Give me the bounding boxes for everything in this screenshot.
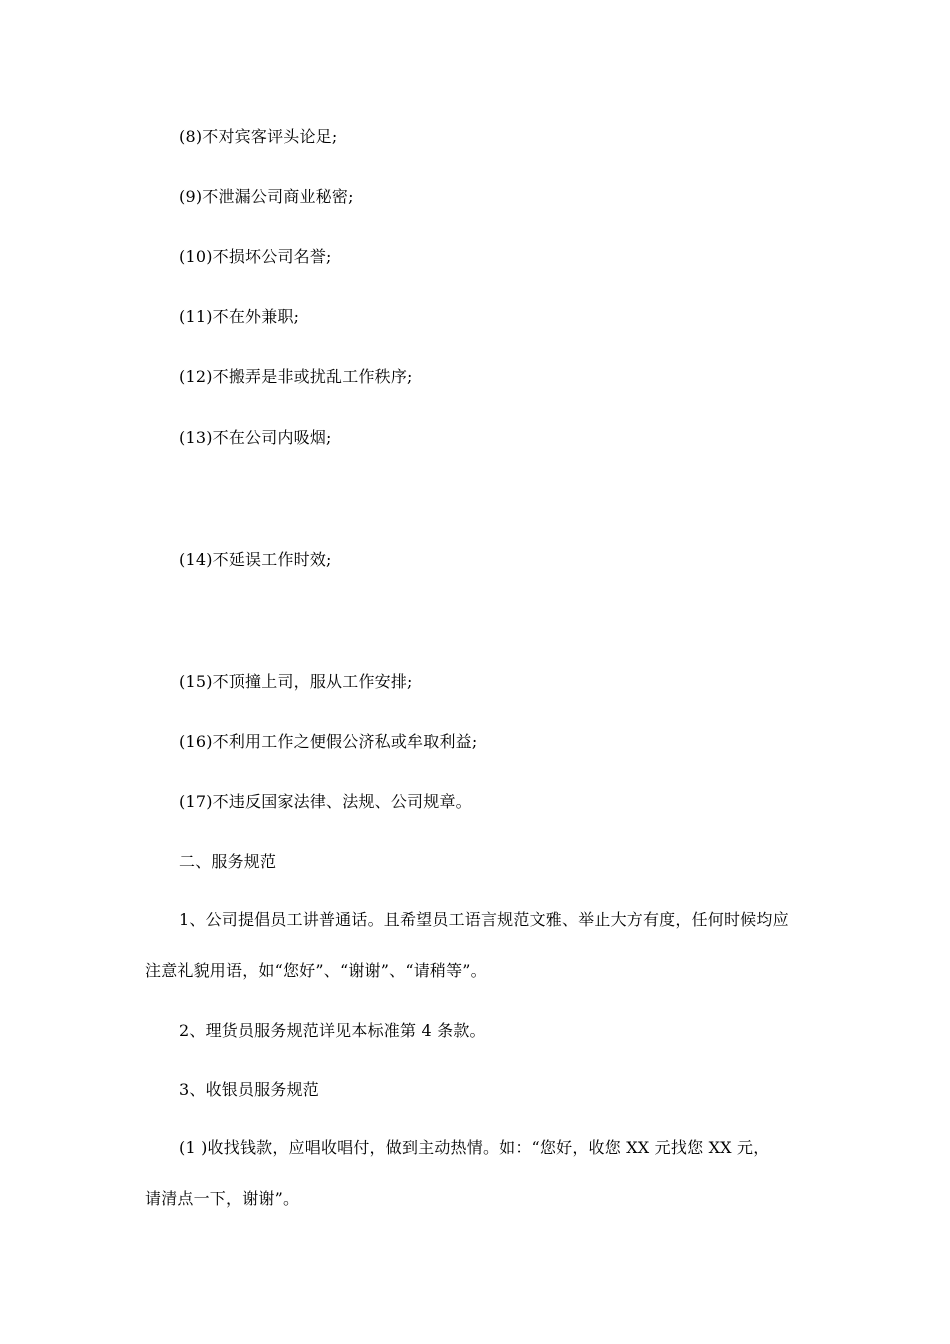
paragraph-2: 2、理货员服务规范详见本标准第 4 条款。 <box>179 1021 486 1040</box>
paragraph-1-line-2: 注意礼貌用语，如“您好”、“谢谢”、“请稍等”。 <box>145 961 487 980</box>
rule-item-17: (17)不违反国家法律、法规、公司规章。 <box>179 792 472 811</box>
rule-item-13: (13)不在公司内吸烟; <box>179 428 332 447</box>
rule-item-8: (8)不对宾客评头论足; <box>179 127 338 146</box>
section-heading-service: 二、服务规范 <box>179 852 277 871</box>
paragraph-1-line-1: 1、公司提倡员工讲普通话。且希望员工语言规范文雅、举止大方有度，任何时候均应 <box>179 910 789 929</box>
rule-item-11: (11)不在外兼职; <box>179 307 300 326</box>
rule-item-9: (9)不泄漏公司商业秘密; <box>179 187 354 206</box>
paragraph-3-heading: 3、收银员服务规范 <box>179 1080 319 1099</box>
rule-item-16: (16)不利用工作之便假公济私或牟取利益; <box>179 732 478 751</box>
cashier-item-1-line-1: (1 )收找钱款，应唱收唱付，做到主动热情。如：“您好，收您 XX 元找您 XX 元， <box>179 1138 770 1157</box>
rule-item-10: (10)不损坏公司名誉; <box>179 247 332 266</box>
rule-item-15: (15)不顶撞上司，服从工作安排; <box>179 672 413 691</box>
rule-item-12: (12)不搬弄是非或扰乱工作秩序; <box>179 367 413 386</box>
rule-item-14: (14)不延误工作时效; <box>179 550 332 569</box>
cashier-item-1-line-2: 请清点一下，谢谢”。 <box>145 1189 300 1208</box>
